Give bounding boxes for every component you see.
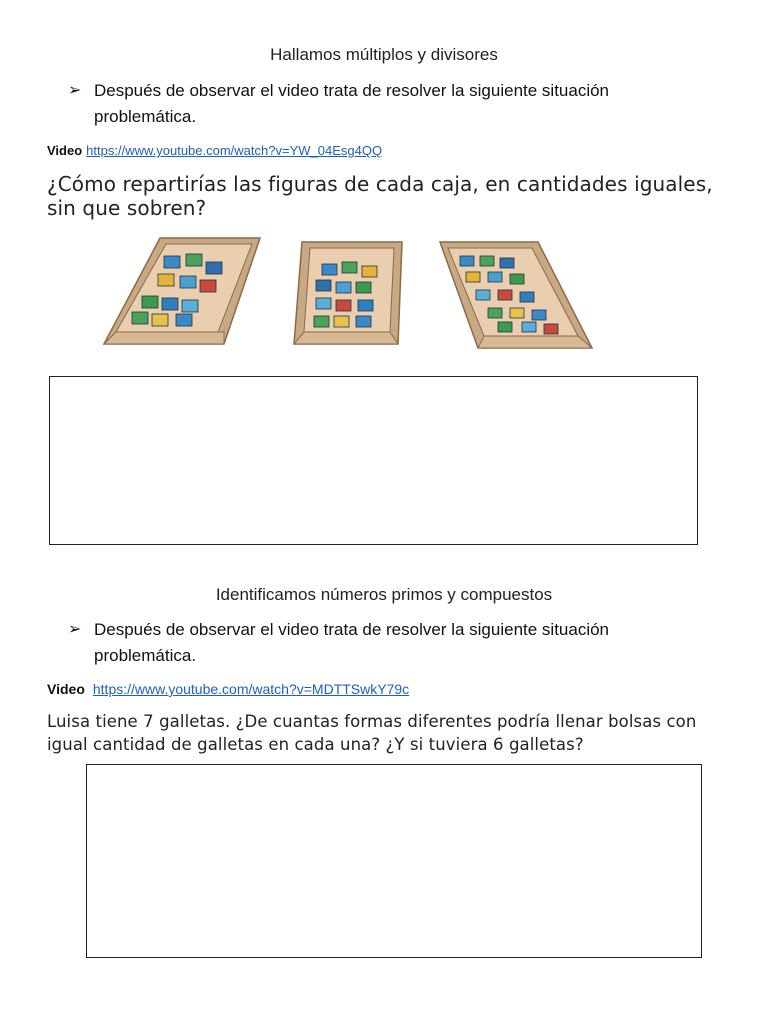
tray-illustration-3	[438, 236, 594, 352]
section1-answer-box[interactable]	[49, 376, 698, 545]
section2-question: Luisa tiene 7 galletas. ¿De cuantas formas diferentes podría llenar bolsas con igual cantidad de galletas en cada una? ¿Y si tuviera 6 galletas?	[47, 712, 697, 754]
section1-video-label: Video	[47, 143, 83, 158]
section2-video-label: Video	[47, 681, 85, 697]
section2-instruction	[68, 617, 708, 669]
bullet-arrow-icon: ➢	[68, 82, 82, 99]
section2-title: Identificamos números primos y compuestos	[215, 585, 553, 604]
tray-illustration-2	[292, 236, 412, 348]
section1-video-link[interactable]: https://www.youtube.com/watch?v=YW_04Esg4QQ	[86, 143, 383, 158]
section2-answer-box[interactable]	[86, 764, 702, 958]
tray-illustration-1	[102, 232, 262, 347]
section1-video-line	[47, 143, 382, 158]
section2-instruction-text: Después de observar el video trata de resolver la siguiente situación problemática.	[94, 620, 610, 665]
section2-video-link[interactable]: https://www.youtube.com/watch?v=MDTTSwkY79c	[92, 681, 410, 697]
section1-instruction	[68, 78, 708, 130]
section1-instruction-text: Después de observar el video trata de resolver la siguiente situación problemática.	[94, 81, 610, 126]
section2-video-line	[47, 681, 409, 697]
section1-question: ¿Cómo repartirías las figuras de cada caja, en cantidades iguales, sin que sobren?	[47, 172, 713, 220]
bullet-arrow-icon: ➢	[68, 621, 82, 638]
section1-title: Hallamos múltiplos y divisores	[270, 45, 498, 64]
